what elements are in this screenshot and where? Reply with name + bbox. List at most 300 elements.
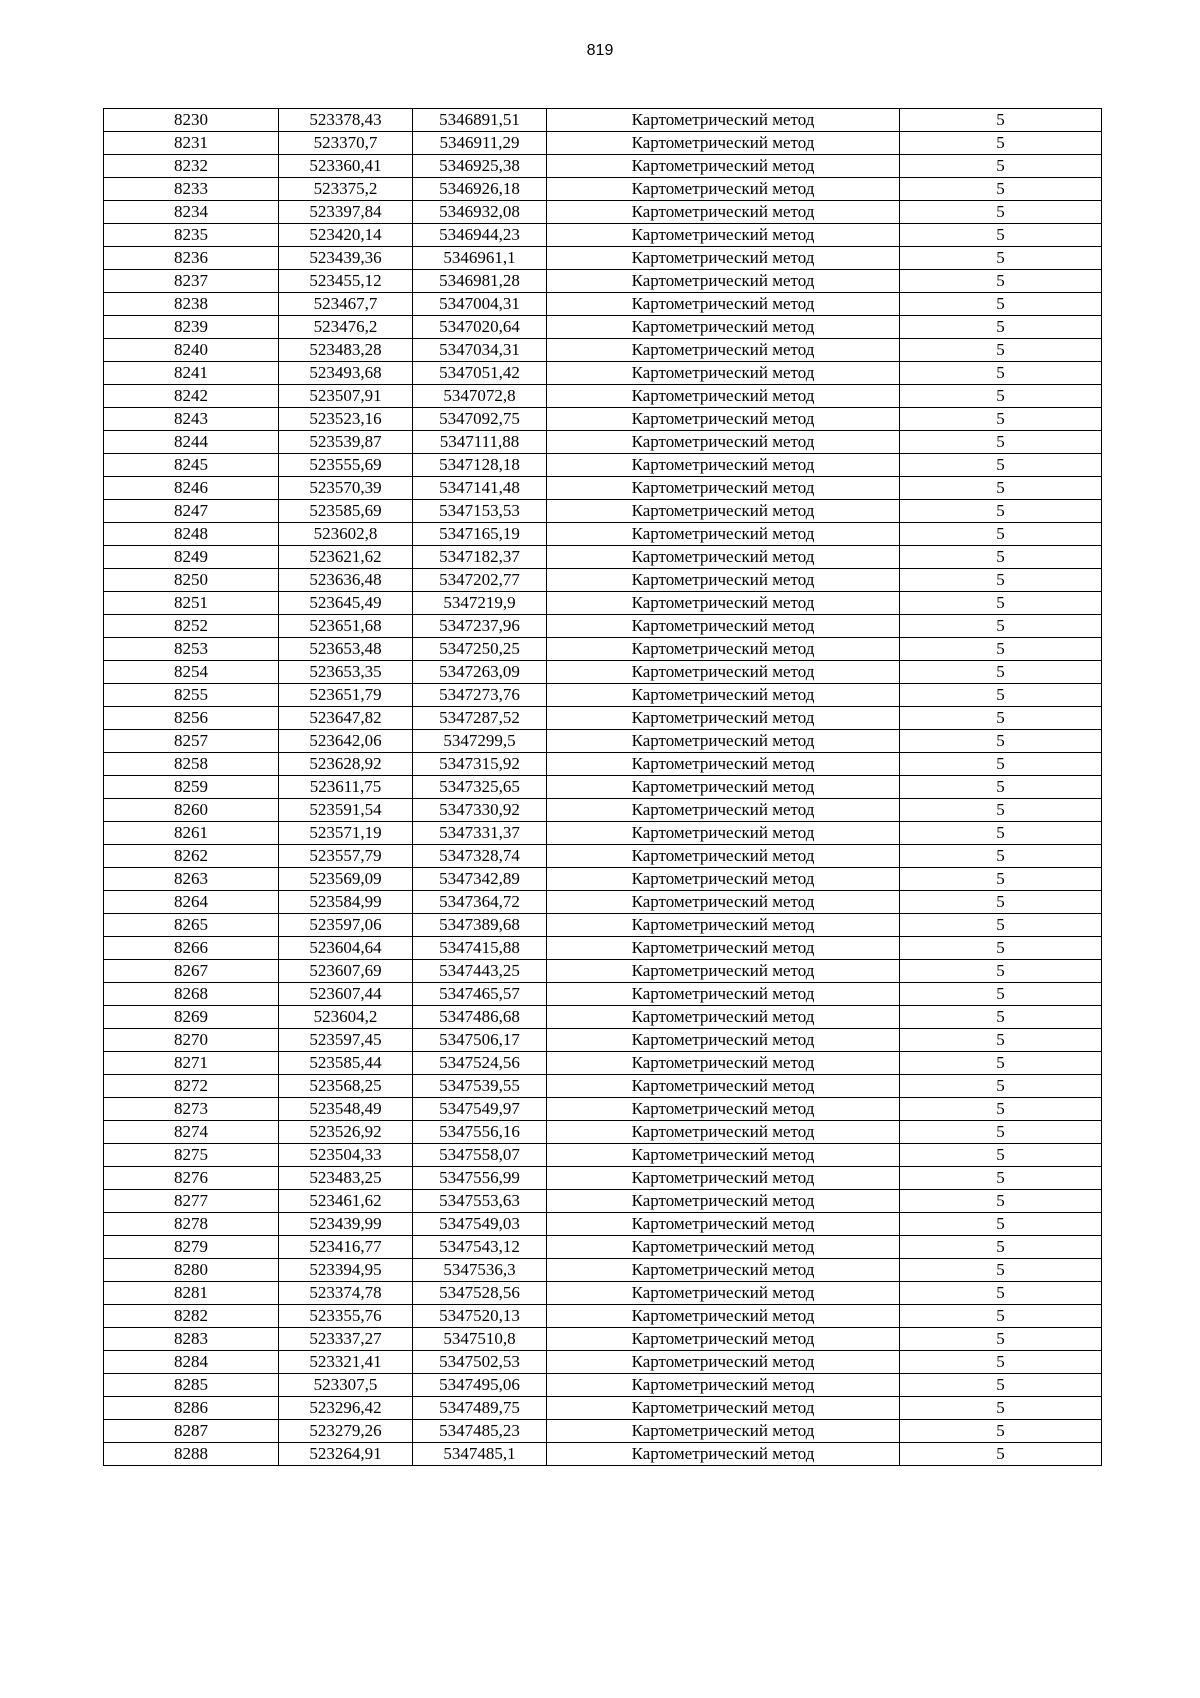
y-coordinate-cell: 5347182,37 xyxy=(413,546,547,569)
point-number-cell: 8232 xyxy=(104,155,279,178)
method-cell: Картометрический метод xyxy=(547,201,900,224)
y-coordinate-cell: 5347141,48 xyxy=(413,477,547,500)
method-cell: Картометрический метод xyxy=(547,178,900,201)
table-row xyxy=(104,454,1102,477)
table-row xyxy=(104,1328,1102,1351)
point-number-cell: 8251 xyxy=(104,592,279,615)
accuracy-cell: 5 xyxy=(900,615,1102,638)
y-coordinate-cell: 5347486,68 xyxy=(413,1006,547,1029)
x-coordinate-cell: 523476,2 xyxy=(279,316,413,339)
point-number-cell: 8254 xyxy=(104,661,279,684)
table-row xyxy=(104,1236,1102,1259)
table-row xyxy=(104,362,1102,385)
x-coordinate-cell: 523653,48 xyxy=(279,638,413,661)
y-coordinate-cell: 5347549,97 xyxy=(413,1098,547,1121)
x-coordinate-cell: 523523,16 xyxy=(279,408,413,431)
method-cell: Картометрический метод xyxy=(547,109,900,132)
table-row xyxy=(104,753,1102,776)
point-number-cell: 8247 xyxy=(104,500,279,523)
point-number-cell: 8273 xyxy=(104,1098,279,1121)
method-cell: Картометрический метод xyxy=(547,1351,900,1374)
y-coordinate-cell: 5347128,18 xyxy=(413,454,547,477)
method-cell: Картометрический метод xyxy=(547,753,900,776)
point-number-cell: 8235 xyxy=(104,224,279,247)
accuracy-cell: 5 xyxy=(900,132,1102,155)
table-row xyxy=(104,201,1102,224)
point-number-cell: 8263 xyxy=(104,868,279,891)
accuracy-cell: 5 xyxy=(900,178,1102,201)
y-coordinate-cell: 5347250,25 xyxy=(413,638,547,661)
table-row xyxy=(104,799,1102,822)
method-cell: Картометрический метод xyxy=(547,592,900,615)
method-cell: Картометрический метод xyxy=(547,1052,900,1075)
x-coordinate-cell: 523321,41 xyxy=(279,1351,413,1374)
table-row xyxy=(104,592,1102,615)
accuracy-cell: 5 xyxy=(900,730,1102,753)
accuracy-cell: 5 xyxy=(900,569,1102,592)
x-coordinate-cell: 523439,36 xyxy=(279,247,413,270)
accuracy-cell: 5 xyxy=(900,937,1102,960)
point-number-cell: 8259 xyxy=(104,776,279,799)
y-coordinate-cell: 5346944,23 xyxy=(413,224,547,247)
y-coordinate-cell: 5347202,77 xyxy=(413,569,547,592)
method-cell: Картометрический метод xyxy=(547,1098,900,1121)
table-row xyxy=(104,1374,1102,1397)
table-row xyxy=(104,845,1102,868)
y-coordinate-cell: 5347072,8 xyxy=(413,385,547,408)
point-number-cell: 8238 xyxy=(104,293,279,316)
table-row xyxy=(104,569,1102,592)
y-coordinate-cell: 5346911,29 xyxy=(413,132,547,155)
method-cell: Картометрический метод xyxy=(547,477,900,500)
table-row xyxy=(104,684,1102,707)
y-coordinate-cell: 5347331,37 xyxy=(413,822,547,845)
method-cell: Картометрический метод xyxy=(547,822,900,845)
y-coordinate-cell: 5346961,1 xyxy=(413,247,547,270)
point-number-cell: 8286 xyxy=(104,1397,279,1420)
y-coordinate-cell: 5347556,99 xyxy=(413,1167,547,1190)
point-number-cell: 8283 xyxy=(104,1328,279,1351)
y-coordinate-cell: 5347536,3 xyxy=(413,1259,547,1282)
x-coordinate-cell: 523307,5 xyxy=(279,1374,413,1397)
x-coordinate-cell: 523378,43 xyxy=(279,109,413,132)
table-row xyxy=(104,822,1102,845)
accuracy-cell: 5 xyxy=(900,592,1102,615)
point-number-cell: 8253 xyxy=(104,638,279,661)
accuracy-cell: 5 xyxy=(900,1098,1102,1121)
x-coordinate-cell: 523647,82 xyxy=(279,707,413,730)
method-cell: Картометрический метод xyxy=(547,1305,900,1328)
accuracy-cell: 5 xyxy=(900,753,1102,776)
point-number-cell: 8260 xyxy=(104,799,279,822)
method-cell: Картометрический метод xyxy=(547,362,900,385)
x-coordinate-cell: 523264,91 xyxy=(279,1443,413,1466)
accuracy-cell: 5 xyxy=(900,1374,1102,1397)
accuracy-cell: 5 xyxy=(900,362,1102,385)
table-row xyxy=(104,385,1102,408)
point-number-cell: 8279 xyxy=(104,1236,279,1259)
point-number-cell: 8250 xyxy=(104,569,279,592)
x-coordinate-cell: 523416,77 xyxy=(279,1236,413,1259)
point-number-cell: 8248 xyxy=(104,523,279,546)
y-coordinate-cell: 5347020,64 xyxy=(413,316,547,339)
table-row xyxy=(104,1351,1102,1374)
y-coordinate-cell: 5347364,72 xyxy=(413,891,547,914)
method-cell: Картометрический метод xyxy=(547,845,900,868)
accuracy-cell: 5 xyxy=(900,960,1102,983)
method-cell: Картометрический метод xyxy=(547,730,900,753)
x-coordinate-cell: 523461,62 xyxy=(279,1190,413,1213)
method-cell: Картометрический метод xyxy=(547,960,900,983)
point-number-cell: 8234 xyxy=(104,201,279,224)
point-number-cell: 8280 xyxy=(104,1259,279,1282)
table-row xyxy=(104,1121,1102,1144)
table-row xyxy=(104,937,1102,960)
table-row xyxy=(104,1282,1102,1305)
point-number-cell: 8262 xyxy=(104,845,279,868)
coordinates-table xyxy=(103,108,1102,1466)
x-coordinate-cell: 523604,2 xyxy=(279,1006,413,1029)
method-cell: Картометрический метод xyxy=(547,1075,900,1098)
x-coordinate-cell: 523569,09 xyxy=(279,868,413,891)
x-coordinate-cell: 523397,84 xyxy=(279,201,413,224)
table-row xyxy=(104,546,1102,569)
x-coordinate-cell: 523653,35 xyxy=(279,661,413,684)
point-number-cell: 8257 xyxy=(104,730,279,753)
accuracy-cell: 5 xyxy=(900,408,1102,431)
table-row xyxy=(104,615,1102,638)
method-cell: Картометрический метод xyxy=(547,1328,900,1351)
x-coordinate-cell: 523374,78 xyxy=(279,1282,413,1305)
method-cell: Картометрический метод xyxy=(547,661,900,684)
accuracy-cell: 5 xyxy=(900,1006,1102,1029)
y-coordinate-cell: 5347539,55 xyxy=(413,1075,547,1098)
x-coordinate-cell: 523539,87 xyxy=(279,431,413,454)
accuracy-cell: 5 xyxy=(900,1236,1102,1259)
point-number-cell: 8282 xyxy=(104,1305,279,1328)
point-number-cell: 8274 xyxy=(104,1121,279,1144)
x-coordinate-cell: 523651,79 xyxy=(279,684,413,707)
x-coordinate-cell: 523568,25 xyxy=(279,1075,413,1098)
y-coordinate-cell: 5347556,16 xyxy=(413,1121,547,1144)
x-coordinate-cell: 523570,39 xyxy=(279,477,413,500)
table-row xyxy=(104,914,1102,937)
point-number-cell: 8275 xyxy=(104,1144,279,1167)
y-coordinate-cell: 5347415,88 xyxy=(413,937,547,960)
method-cell: Картометрический метод xyxy=(547,868,900,891)
table-row xyxy=(104,1075,1102,1098)
x-coordinate-cell: 523611,75 xyxy=(279,776,413,799)
y-coordinate-cell: 5347510,8 xyxy=(413,1328,547,1351)
point-number-cell: 8268 xyxy=(104,983,279,1006)
accuracy-cell: 5 xyxy=(900,776,1102,799)
x-coordinate-cell: 523607,69 xyxy=(279,960,413,983)
method-cell: Картометрический метод xyxy=(547,1282,900,1305)
table-row xyxy=(104,293,1102,316)
x-coordinate-cell: 523394,95 xyxy=(279,1259,413,1282)
point-number-cell: 8277 xyxy=(104,1190,279,1213)
table-row xyxy=(104,868,1102,891)
point-number-cell: 8258 xyxy=(104,753,279,776)
y-coordinate-cell: 5346926,18 xyxy=(413,178,547,201)
point-number-cell: 8266 xyxy=(104,937,279,960)
table-row xyxy=(104,523,1102,546)
method-cell: Картометрический метод xyxy=(547,293,900,316)
point-number-cell: 8267 xyxy=(104,960,279,983)
accuracy-cell: 5 xyxy=(900,224,1102,247)
method-cell: Картометрический метод xyxy=(547,684,900,707)
x-coordinate-cell: 523296,42 xyxy=(279,1397,413,1420)
accuracy-cell: 5 xyxy=(900,1282,1102,1305)
point-number-cell: 8288 xyxy=(104,1443,279,1466)
x-coordinate-cell: 523597,45 xyxy=(279,1029,413,1052)
table-row xyxy=(104,477,1102,500)
table-row xyxy=(104,1443,1102,1466)
y-coordinate-cell: 5347330,92 xyxy=(413,799,547,822)
point-number-cell: 8231 xyxy=(104,132,279,155)
x-coordinate-cell: 523604,64 xyxy=(279,937,413,960)
accuracy-cell: 5 xyxy=(900,454,1102,477)
accuracy-cell: 5 xyxy=(900,270,1102,293)
x-coordinate-cell: 523507,91 xyxy=(279,385,413,408)
y-coordinate-cell: 5347465,57 xyxy=(413,983,547,1006)
x-coordinate-cell: 523420,14 xyxy=(279,224,413,247)
y-coordinate-cell: 5347502,53 xyxy=(413,1351,547,1374)
x-coordinate-cell: 523584,99 xyxy=(279,891,413,914)
y-coordinate-cell: 5347342,89 xyxy=(413,868,547,891)
table-row xyxy=(104,638,1102,661)
x-coordinate-cell: 523483,25 xyxy=(279,1167,413,1190)
y-coordinate-cell: 5347237,96 xyxy=(413,615,547,638)
table-row xyxy=(104,500,1102,523)
accuracy-cell: 5 xyxy=(900,546,1102,569)
method-cell: Картометрический метод xyxy=(547,431,900,454)
y-coordinate-cell: 5347004,31 xyxy=(413,293,547,316)
y-coordinate-cell: 5347092,75 xyxy=(413,408,547,431)
y-coordinate-cell: 5347153,53 xyxy=(413,500,547,523)
accuracy-cell: 5 xyxy=(900,1259,1102,1282)
point-number-cell: 8284 xyxy=(104,1351,279,1374)
x-coordinate-cell: 523585,69 xyxy=(279,500,413,523)
method-cell: Картометрический метод xyxy=(547,408,900,431)
table-row xyxy=(104,1029,1102,1052)
accuracy-cell: 5 xyxy=(900,500,1102,523)
table-row xyxy=(104,155,1102,178)
point-number-cell: 8281 xyxy=(104,1282,279,1305)
accuracy-cell: 5 xyxy=(900,1075,1102,1098)
method-cell: Картометрический метод xyxy=(547,638,900,661)
method-cell: Картометрический метод xyxy=(547,500,900,523)
method-cell: Картометрический метод xyxy=(547,799,900,822)
method-cell: Картометрический метод xyxy=(547,1167,900,1190)
method-cell: Картометрический метод xyxy=(547,983,900,1006)
method-cell: Картометрический метод xyxy=(547,132,900,155)
point-number-cell: 8244 xyxy=(104,431,279,454)
accuracy-cell: 5 xyxy=(900,868,1102,891)
table-row xyxy=(104,339,1102,362)
y-coordinate-cell: 5347111,88 xyxy=(413,431,547,454)
method-cell: Картометрический метод xyxy=(547,1259,900,1282)
table-row xyxy=(104,247,1102,270)
method-cell: Картометрический метод xyxy=(547,1006,900,1029)
table-row xyxy=(104,109,1102,132)
y-coordinate-cell: 5347558,07 xyxy=(413,1144,547,1167)
method-cell: Картометрический метод xyxy=(547,1029,900,1052)
x-coordinate-cell: 523645,49 xyxy=(279,592,413,615)
x-coordinate-cell: 523279,26 xyxy=(279,1420,413,1443)
point-number-cell: 8287 xyxy=(104,1420,279,1443)
y-coordinate-cell: 5347273,76 xyxy=(413,684,547,707)
accuracy-cell: 5 xyxy=(900,891,1102,914)
table-row xyxy=(104,1397,1102,1420)
accuracy-cell: 5 xyxy=(900,155,1102,178)
accuracy-cell: 5 xyxy=(900,477,1102,500)
method-cell: Картометрический метод xyxy=(547,1213,900,1236)
accuracy-cell: 5 xyxy=(900,1328,1102,1351)
method-cell: Картометрический метод xyxy=(547,546,900,569)
x-coordinate-cell: 523651,68 xyxy=(279,615,413,638)
table-row xyxy=(104,1167,1102,1190)
x-coordinate-cell: 523555,69 xyxy=(279,454,413,477)
y-coordinate-cell: 5346925,38 xyxy=(413,155,547,178)
method-cell: Картометрический метод xyxy=(547,385,900,408)
table-row xyxy=(104,1098,1102,1121)
accuracy-cell: 5 xyxy=(900,661,1102,684)
x-coordinate-cell: 523483,28 xyxy=(279,339,413,362)
x-coordinate-cell: 523455,12 xyxy=(279,270,413,293)
point-number-cell: 8249 xyxy=(104,546,279,569)
accuracy-cell: 5 xyxy=(900,1029,1102,1052)
accuracy-cell: 5 xyxy=(900,523,1102,546)
accuracy-cell: 5 xyxy=(900,201,1102,224)
accuracy-cell: 5 xyxy=(900,431,1102,454)
x-coordinate-cell: 523557,79 xyxy=(279,845,413,868)
table-row xyxy=(104,891,1102,914)
y-coordinate-cell: 5347299,5 xyxy=(413,730,547,753)
x-coordinate-cell: 523548,49 xyxy=(279,1098,413,1121)
accuracy-cell: 5 xyxy=(900,316,1102,339)
x-coordinate-cell: 523337,27 xyxy=(279,1328,413,1351)
accuracy-cell: 5 xyxy=(900,293,1102,316)
y-coordinate-cell: 5347034,31 xyxy=(413,339,547,362)
method-cell: Картометрический метод xyxy=(547,914,900,937)
accuracy-cell: 5 xyxy=(900,1443,1102,1466)
method-cell: Картометрический метод xyxy=(547,247,900,270)
point-number-cell: 8239 xyxy=(104,316,279,339)
y-coordinate-cell: 5347549,03 xyxy=(413,1213,547,1236)
accuracy-cell: 5 xyxy=(900,1213,1102,1236)
x-coordinate-cell: 523636,48 xyxy=(279,569,413,592)
point-number-cell: 8233 xyxy=(104,178,279,201)
table-row xyxy=(104,1305,1102,1328)
accuracy-cell: 5 xyxy=(900,983,1102,1006)
x-coordinate-cell: 523493,68 xyxy=(279,362,413,385)
method-cell: Картометрический метод xyxy=(547,1420,900,1443)
method-cell: Картометрический метод xyxy=(547,1397,900,1420)
x-coordinate-cell: 523602,8 xyxy=(279,523,413,546)
x-coordinate-cell: 523628,92 xyxy=(279,753,413,776)
page-number: 819 xyxy=(586,42,614,59)
point-number-cell: 8271 xyxy=(104,1052,279,1075)
point-number-cell: 8269 xyxy=(104,1006,279,1029)
table-row xyxy=(104,408,1102,431)
x-coordinate-cell: 523642,06 xyxy=(279,730,413,753)
table-row xyxy=(104,661,1102,684)
point-number-cell: 8252 xyxy=(104,615,279,638)
y-coordinate-cell: 5347443,25 xyxy=(413,960,547,983)
method-cell: Картометрический метод xyxy=(547,776,900,799)
point-number-cell: 8264 xyxy=(104,891,279,914)
accuracy-cell: 5 xyxy=(900,684,1102,707)
method-cell: Картометрический метод xyxy=(547,937,900,960)
table-row xyxy=(104,730,1102,753)
y-coordinate-cell: 5347051,42 xyxy=(413,362,547,385)
table-row xyxy=(104,316,1102,339)
y-coordinate-cell: 5347543,12 xyxy=(413,1236,547,1259)
table-row xyxy=(104,707,1102,730)
method-cell: Картометрический метод xyxy=(547,339,900,362)
method-cell: Картометрический метод xyxy=(547,1236,900,1259)
accuracy-cell: 5 xyxy=(900,339,1102,362)
accuracy-cell: 5 xyxy=(900,1420,1102,1443)
y-coordinate-cell: 5347485,1 xyxy=(413,1443,547,1466)
table-row xyxy=(104,1052,1102,1075)
method-cell: Картометрический метод xyxy=(547,569,900,592)
point-number-cell: 8246 xyxy=(104,477,279,500)
point-number-cell: 8245 xyxy=(104,454,279,477)
method-cell: Картометрический метод xyxy=(547,891,900,914)
y-coordinate-cell: 5347328,74 xyxy=(413,845,547,868)
table-row xyxy=(104,132,1102,155)
y-coordinate-cell: 5346981,28 xyxy=(413,270,547,293)
point-number-cell: 8255 xyxy=(104,684,279,707)
table-row xyxy=(104,1006,1102,1029)
y-coordinate-cell: 5347219,9 xyxy=(413,592,547,615)
x-coordinate-cell: 523439,99 xyxy=(279,1213,413,1236)
table-row xyxy=(104,1259,1102,1282)
y-coordinate-cell: 5346891,51 xyxy=(413,109,547,132)
point-number-cell: 8256 xyxy=(104,707,279,730)
point-number-cell: 8261 xyxy=(104,822,279,845)
table-row xyxy=(104,178,1102,201)
point-number-cell: 8276 xyxy=(104,1167,279,1190)
y-coordinate-cell: 5347287,52 xyxy=(413,707,547,730)
accuracy-cell: 5 xyxy=(900,1144,1102,1167)
y-coordinate-cell: 5347520,13 xyxy=(413,1305,547,1328)
y-coordinate-cell: 5347263,09 xyxy=(413,661,547,684)
method-cell: Картометрический метод xyxy=(547,523,900,546)
accuracy-cell: 5 xyxy=(900,1397,1102,1420)
accuracy-cell: 5 xyxy=(900,799,1102,822)
method-cell: Картометрический метод xyxy=(547,1443,900,1466)
x-coordinate-cell: 523597,06 xyxy=(279,914,413,937)
y-coordinate-cell: 5347489,75 xyxy=(413,1397,547,1420)
accuracy-cell: 5 xyxy=(900,1305,1102,1328)
point-number-cell: 8241 xyxy=(104,362,279,385)
point-number-cell: 8236 xyxy=(104,247,279,270)
coordinates-table-body xyxy=(104,109,1102,1466)
accuracy-cell: 5 xyxy=(900,914,1102,937)
x-coordinate-cell: 523621,62 xyxy=(279,546,413,569)
table-row xyxy=(104,431,1102,454)
method-cell: Картометрический метод xyxy=(547,707,900,730)
point-number-cell: 8265 xyxy=(104,914,279,937)
method-cell: Картометрический метод xyxy=(547,270,900,293)
accuracy-cell: 5 xyxy=(900,1167,1102,1190)
y-coordinate-cell: 5347553,63 xyxy=(413,1190,547,1213)
x-coordinate-cell: 523591,54 xyxy=(279,799,413,822)
method-cell: Картометрический метод xyxy=(547,454,900,477)
